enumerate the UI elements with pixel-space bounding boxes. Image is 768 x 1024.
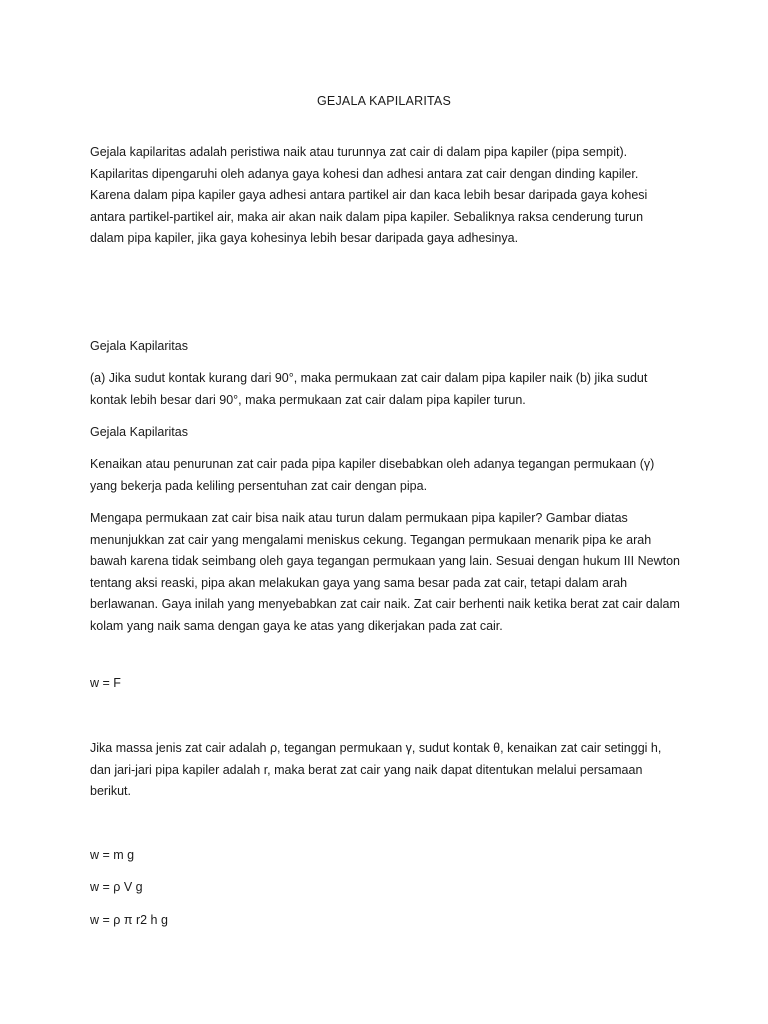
equation-w-rho-v-g: w = ρ V g	[90, 880, 143, 894]
why-paragraph: Mengapa permukaan zat cair bisa naik atau turun dalam permukaan pipa kapiler? Gambar diatas menunjukkan zat cair yang mengalami meniskus cekung. Tegangan permukaan menarik pipa ke arah bawah karena tidak seimbang oleh gaya tegangan permukaan yang lain. Sesuai dengan hukum III Newton tentang aksi reaski, pipa akan melakukan gaya yang sama besar pada zat cair, tetapi dalam arah berlawanan. Gaya inilah yang menyebabkan zat cair naik. Zat cair berhenti naik ketika berat zat cair dalam kolam yang naik sama dengan gaya ke atas yang dikerjakan pada zat cair.	[90, 511, 680, 633]
caption-paragraph: (a) Jika sudut kontak kurang dari 90°, maka permukaan zat cair dalam pipa kapiler naik (b) jika sudut kontak lebih besar dari 90°, maka permukaan zat cair dalam pipa kapiler turun.	[90, 371, 648, 407]
heading-gejala-1: Gejala Kapilaritas	[90, 339, 188, 353]
equation-w-f: w = F	[90, 676, 121, 690]
intro-paragraph: Gejala kapilaritas adalah peristiwa naik atau turunnya zat cair di dalam pipa kapiler (pipa sempit). Kapilaritas dipengaruhi oleh adanya gaya kohesi dan adhesi antara zat cair dengan dinding kapiler. Karena dalam pipa kapiler gaya adhesi antara partikel air dan kaca lebih besar daripada gaya kohesi antara partikel-partikel air, maka air akan naik dalam pipa kapiler. Sebaliknya raksa cenderung turun dalam pipa kapiler, jika gaya kohesinya lebih besar daripada gaya adhesinya.	[90, 145, 648, 245]
heading-gejala-2: Gejala Kapilaritas	[90, 425, 188, 439]
page-title: GEJALA KAPILARITAS	[317, 94, 451, 108]
tension-paragraph: Kenaikan atau penurunan zat cair pada pipa kapiler disebabkan oleh adanya tegangan permukaan (γ) yang bekerja pada keliling persentuhan zat cair dengan pipa.	[90, 457, 655, 493]
equation-w-mg: w = m g	[90, 848, 135, 862]
equation-w-rho-pi-r2-h-g: w = ρ π r2 h g	[90, 913, 168, 927]
mass-paragraph: Jika massa jenis zat cair adalah ρ, tegangan permukaan γ, sudut kontak θ, kenaikan zat cair setinggi h, dan jari-jari pipa kapiler adalah r, maka berat zat cair yang naik dapat ditentukan melalui persamaan berikut.	[90, 741, 662, 798]
